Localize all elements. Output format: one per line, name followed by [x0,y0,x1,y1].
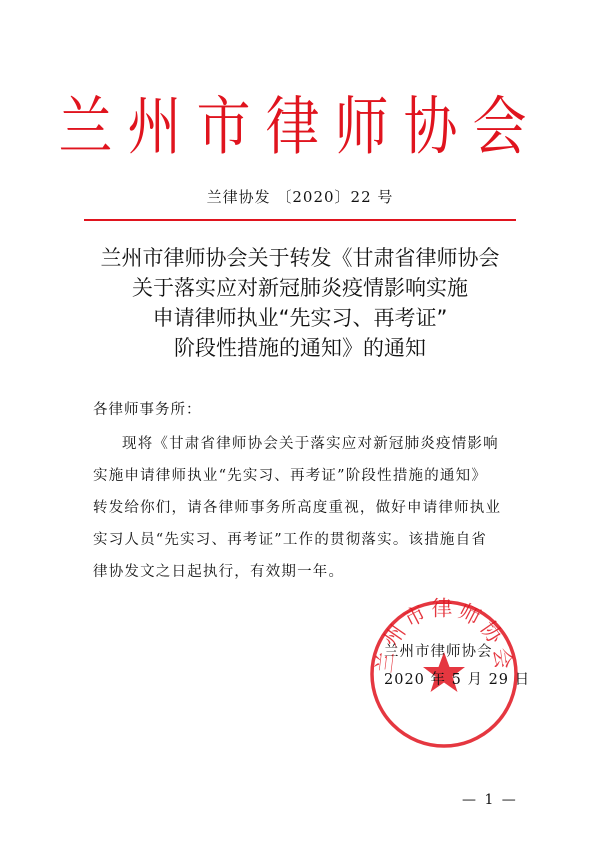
salutation: 各律师事务所： [93,402,202,418]
red-divider-line [84,219,516,221]
title-line: 申请律师执业“先实习、再考证” [152,306,448,330]
body-line: 实施申请律师执业“先实习、再考证”阶段性措施的通知》 [93,468,488,484]
signature-date: 2020 年 5 月 29 日 [384,672,531,688]
body-line: 现将《甘肃省律师协会关于落实应对新冠肺炎疫情影响 [122,436,499,452]
body-line: 律协发文之日起执行，有效期一年。 [93,564,345,580]
signature-organization: 兰州市律师协会 [384,644,493,660]
body-line: 实习人员“先实习、再考证”工作的贯彻落实。该措施自省 [93,532,488,548]
document-title [0,243,600,363]
title-line: 关于落实应对新冠肺炎疫情影响实施 [132,276,468,300]
title-line: 兰州市律师协会关于转发《甘肃省律师协会 [100,246,500,270]
seal-text: 兰州市律师协会 [371,596,517,675]
page-number: — 1 — [462,792,518,808]
document-number: 兰律协发 〔2020〕22 号 [206,188,394,206]
masthead-title: 兰州市律师协会 [58,89,542,164]
title-line: 阶段性措施的通知》的通知 [174,336,426,360]
body-line: 转发给你们，请各律师事务所高度重视，做好申请律师执业 [93,500,502,516]
